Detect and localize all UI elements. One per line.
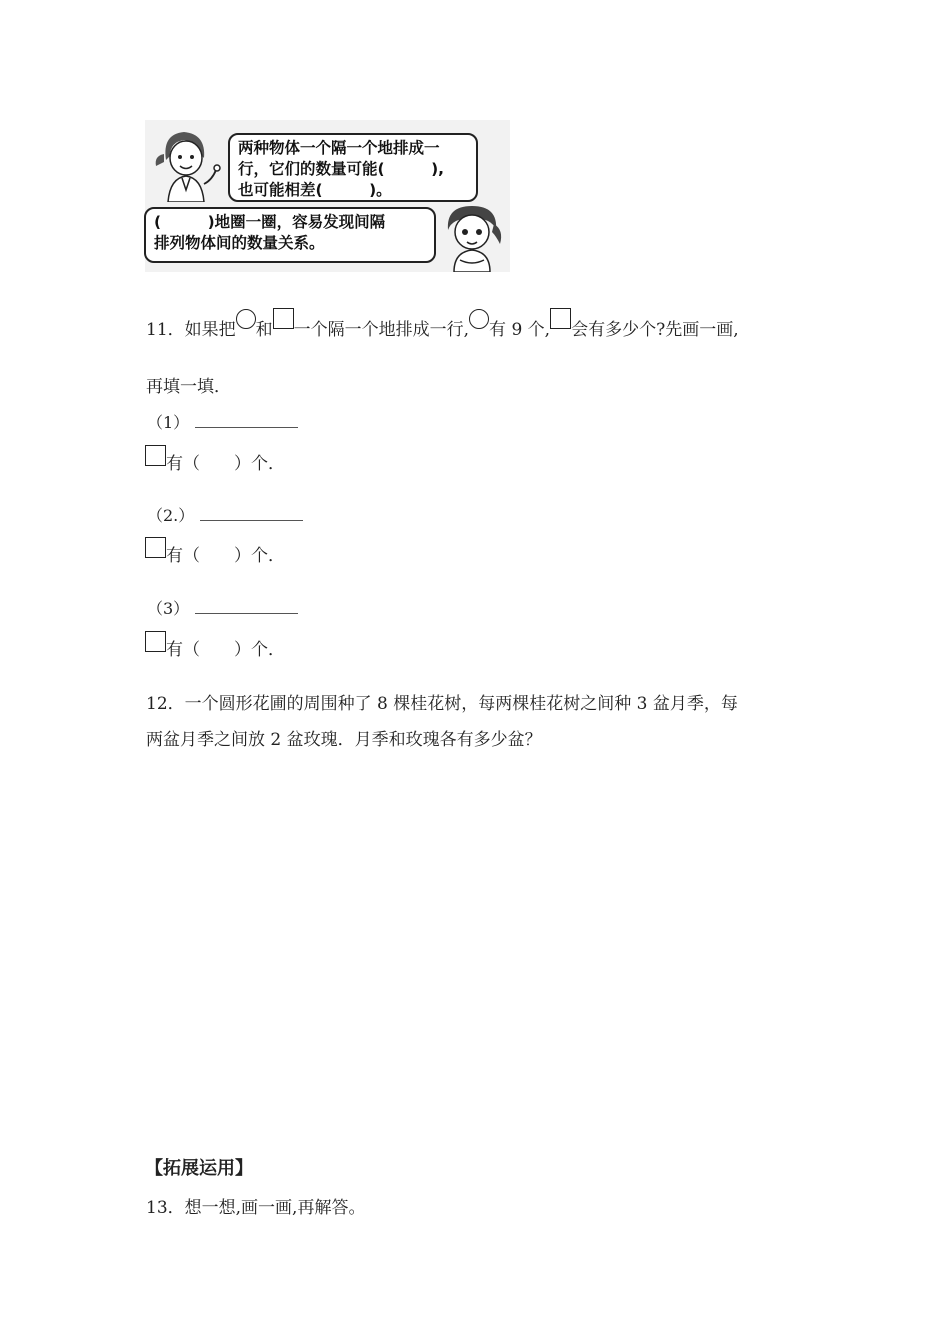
square-icon <box>273 308 294 329</box>
answer-row <box>145 537 285 566</box>
answer-text: 有（ ）个． <box>166 640 285 660</box>
question-text: 一个隔一个地排成一行, <box>293 320 470 340</box>
subquestion-label <box>147 596 298 619</box>
question-text: 如果把 <box>184 320 236 340</box>
answer-text: 有（ ）个． <box>166 454 285 474</box>
answer-row <box>145 631 285 660</box>
subquestion-number: （2.） <box>147 506 195 525</box>
answer-blank[interactable] <box>195 599 298 614</box>
square-icon <box>145 631 166 652</box>
subquestion-label <box>147 503 303 526</box>
bubble-line: 也可能相差( )。 <box>238 181 392 199</box>
question-12-line2: 两盆月季之间放 2 盆玫瑰．月季和玫瑰各有多少盆？ <box>146 730 542 750</box>
question-text: 有 9 个, <box>489 320 551 340</box>
subquestion-label <box>147 410 298 433</box>
bubble-line: 排列物体间的数量关系。 <box>154 234 325 252</box>
subquestion-number: （3） <box>147 599 190 618</box>
answer-blank[interactable] <box>200 506 303 521</box>
section-title: 【拓展运用】 <box>145 1158 253 1179</box>
question-12-line1: 12．一个圆形花圃的周围种了 8 棵桂花树，每两棵桂花树之间种 3 盆月季，每 <box>146 694 738 714</box>
answer-text: 有（ ）个． <box>166 546 285 566</box>
square-icon <box>145 537 166 558</box>
question-11-line2: 再填一填． <box>146 377 231 397</box>
bubble-line: 行，它们的数量可能( ), <box>238 160 445 178</box>
bubble-line: ( )地圈一圈，容易发现间隔 <box>154 213 386 231</box>
question-13: 13．想一想,画一画,再解答。 <box>146 1198 366 1218</box>
question-text: 和 <box>255 320 273 340</box>
speech-bubble-top <box>228 133 478 202</box>
square-icon <box>145 445 166 466</box>
question-text: 会有多少个?先画一画, <box>571 320 739 340</box>
bubble-line: 两种物体一个隔一个地排成一 <box>238 139 440 157</box>
question-11 <box>146 308 739 340</box>
girl-right-illustration <box>438 200 506 272</box>
square-icon <box>550 308 571 329</box>
girl-left-illustration <box>146 124 226 202</box>
question-number: 11． <box>146 320 185 340</box>
circle-icon <box>236 309 256 329</box>
answer-row <box>145 445 285 474</box>
speech-bubble-bottom <box>144 207 436 263</box>
circle-icon <box>469 309 489 329</box>
subquestion-number: （1） <box>147 413 190 432</box>
answer-blank[interactable] <box>195 413 298 428</box>
